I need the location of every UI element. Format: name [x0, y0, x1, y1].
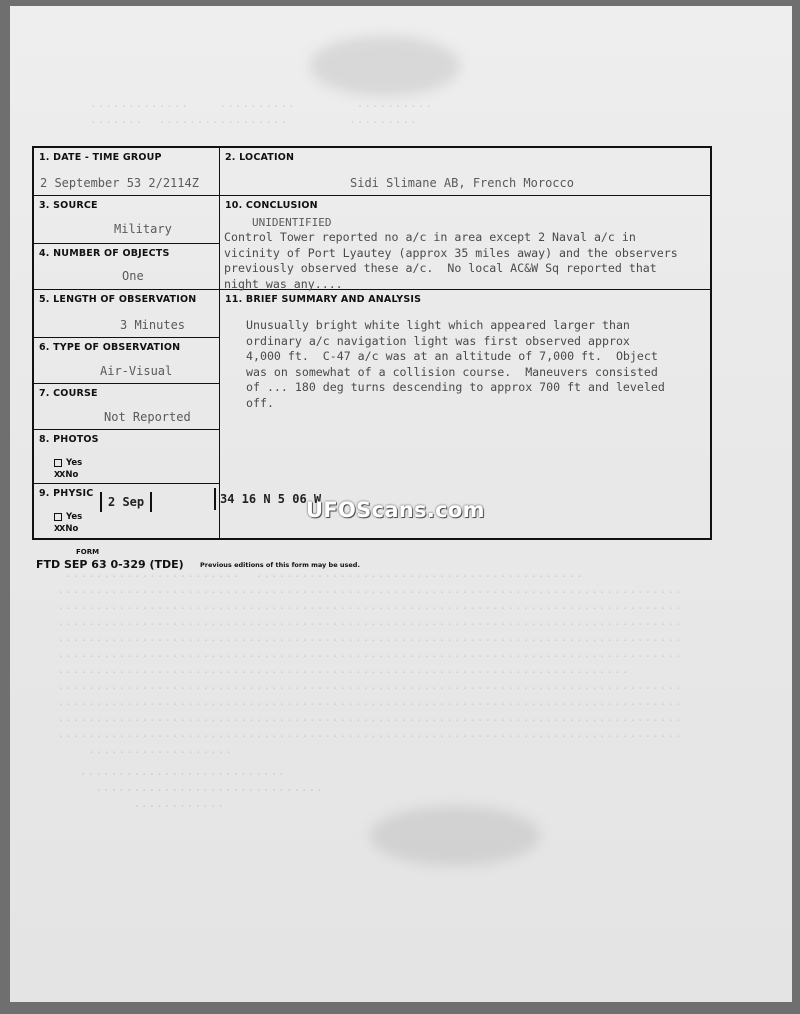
physical-evidence-label: 9. PHYSIC — [39, 488, 94, 499]
source-cell — [34, 196, 220, 244]
stamp-coordinates: 34 16 N 5 06 W — [214, 488, 321, 510]
type-of-observation-cell — [34, 338, 220, 384]
photos-cell — [34, 430, 220, 484]
course-value: Not Reported — [104, 410, 191, 424]
type-of-observation-label: 6. TYPE OF OBSERVATION — [39, 342, 181, 353]
source-value: Military — [114, 222, 172, 236]
type-of-observation-value: Air-Visual — [100, 364, 173, 378]
number-of-objects-label: 4. NUMBER OF OBJECTS — [39, 248, 170, 259]
bleed-through-text: ....................... ........................................... .................................................................................. .................................................................................. .................................................................................. .................................................................................. .................................................................................. ........................................................................... .................................................................................. .................................................................................. .................................................................................. .................................................................................. ................... — [57, 567, 683, 756]
conclusion-heading: UNIDENTIFIED — [252, 216, 332, 229]
photos-no-option: XXNo — [54, 470, 79, 480]
length-of-observation-label: 5. LENGTH OF OBSERVATION — [39, 294, 197, 305]
form-word: FORM — [76, 548, 100, 556]
watermark: UFOScans.com — [306, 498, 485, 522]
location-label: 2. LOCATION — [225, 152, 295, 163]
physical-evidence-yes-option: Yes — [54, 512, 82, 522]
date-time-group-cell — [34, 148, 220, 196]
source-label: 3. SOURCE — [39, 200, 98, 211]
course-cell — [34, 384, 220, 430]
length-of-observation-value: 3 Minutes — [120, 318, 186, 332]
checked-x-icon: XX — [54, 470, 65, 479]
photos-label: 8. PHOTOS — [39, 434, 99, 445]
checkbox-icon — [54, 459, 62, 467]
form-code: FTD SEP 63 0-329 (TDE) — [36, 558, 184, 571]
brief-summary-text: Unusually bright white light which appeared larger than ordinary a/c navigation light was first observed approx 4,000 ft. C-47 a/c was at an altitude of 7,000 ft. Object was on somewhat of a collision course. Maneuvers consisted of ... 180 deg turns descending to approx 700 ft and leveled off. — [246, 318, 665, 410]
location-value: Sidi Slimane AB, French Morocco — [350, 176, 574, 190]
date-time-group-value: 2 September 53 2/2114Z — [40, 176, 199, 190]
scan-smudge — [370, 806, 540, 866]
checked-x-icon: XX — [54, 524, 65, 533]
location-cell — [220, 148, 710, 196]
number-of-objects-value: One — [122, 269, 144, 283]
conclusion-text: Control Tower reported no a/c in area except 2 Naval a/c in vicinity of Port Lyautey (approx 35 miles away) and the observers previously observed these a/c. No local AC&W Sq reported that night was any.... — [224, 230, 678, 291]
photos-yes-option: Yes — [54, 458, 82, 468]
conclusion-cell — [220, 196, 710, 290]
scan-smudge — [310, 36, 460, 96]
conclusion-label: 10. CONCLUSION — [225, 200, 318, 211]
brief-summary-label: 11. BRIEF SUMMARY AND ANALYSIS — [225, 294, 422, 305]
bleed-through-text: ............. .......... .......... ....... ................. ......... — [90, 97, 434, 126]
form-note: Previous editions of this form may be used. — [200, 561, 360, 569]
course-label: 7. COURSE — [39, 388, 98, 399]
date-time-group-label: 1. DATE - TIME GROUP — [39, 152, 162, 163]
project-record-card — [32, 146, 712, 540]
checkbox-icon — [54, 513, 62, 521]
bleed-through-text: ........................... .............................. ............ — [80, 765, 324, 810]
number-of-objects-cell — [34, 244, 220, 290]
physical-evidence-no-option: XXNo — [54, 524, 79, 534]
length-of-observation-cell — [34, 290, 220, 338]
stamp-date: 2 Sep — [100, 492, 152, 512]
